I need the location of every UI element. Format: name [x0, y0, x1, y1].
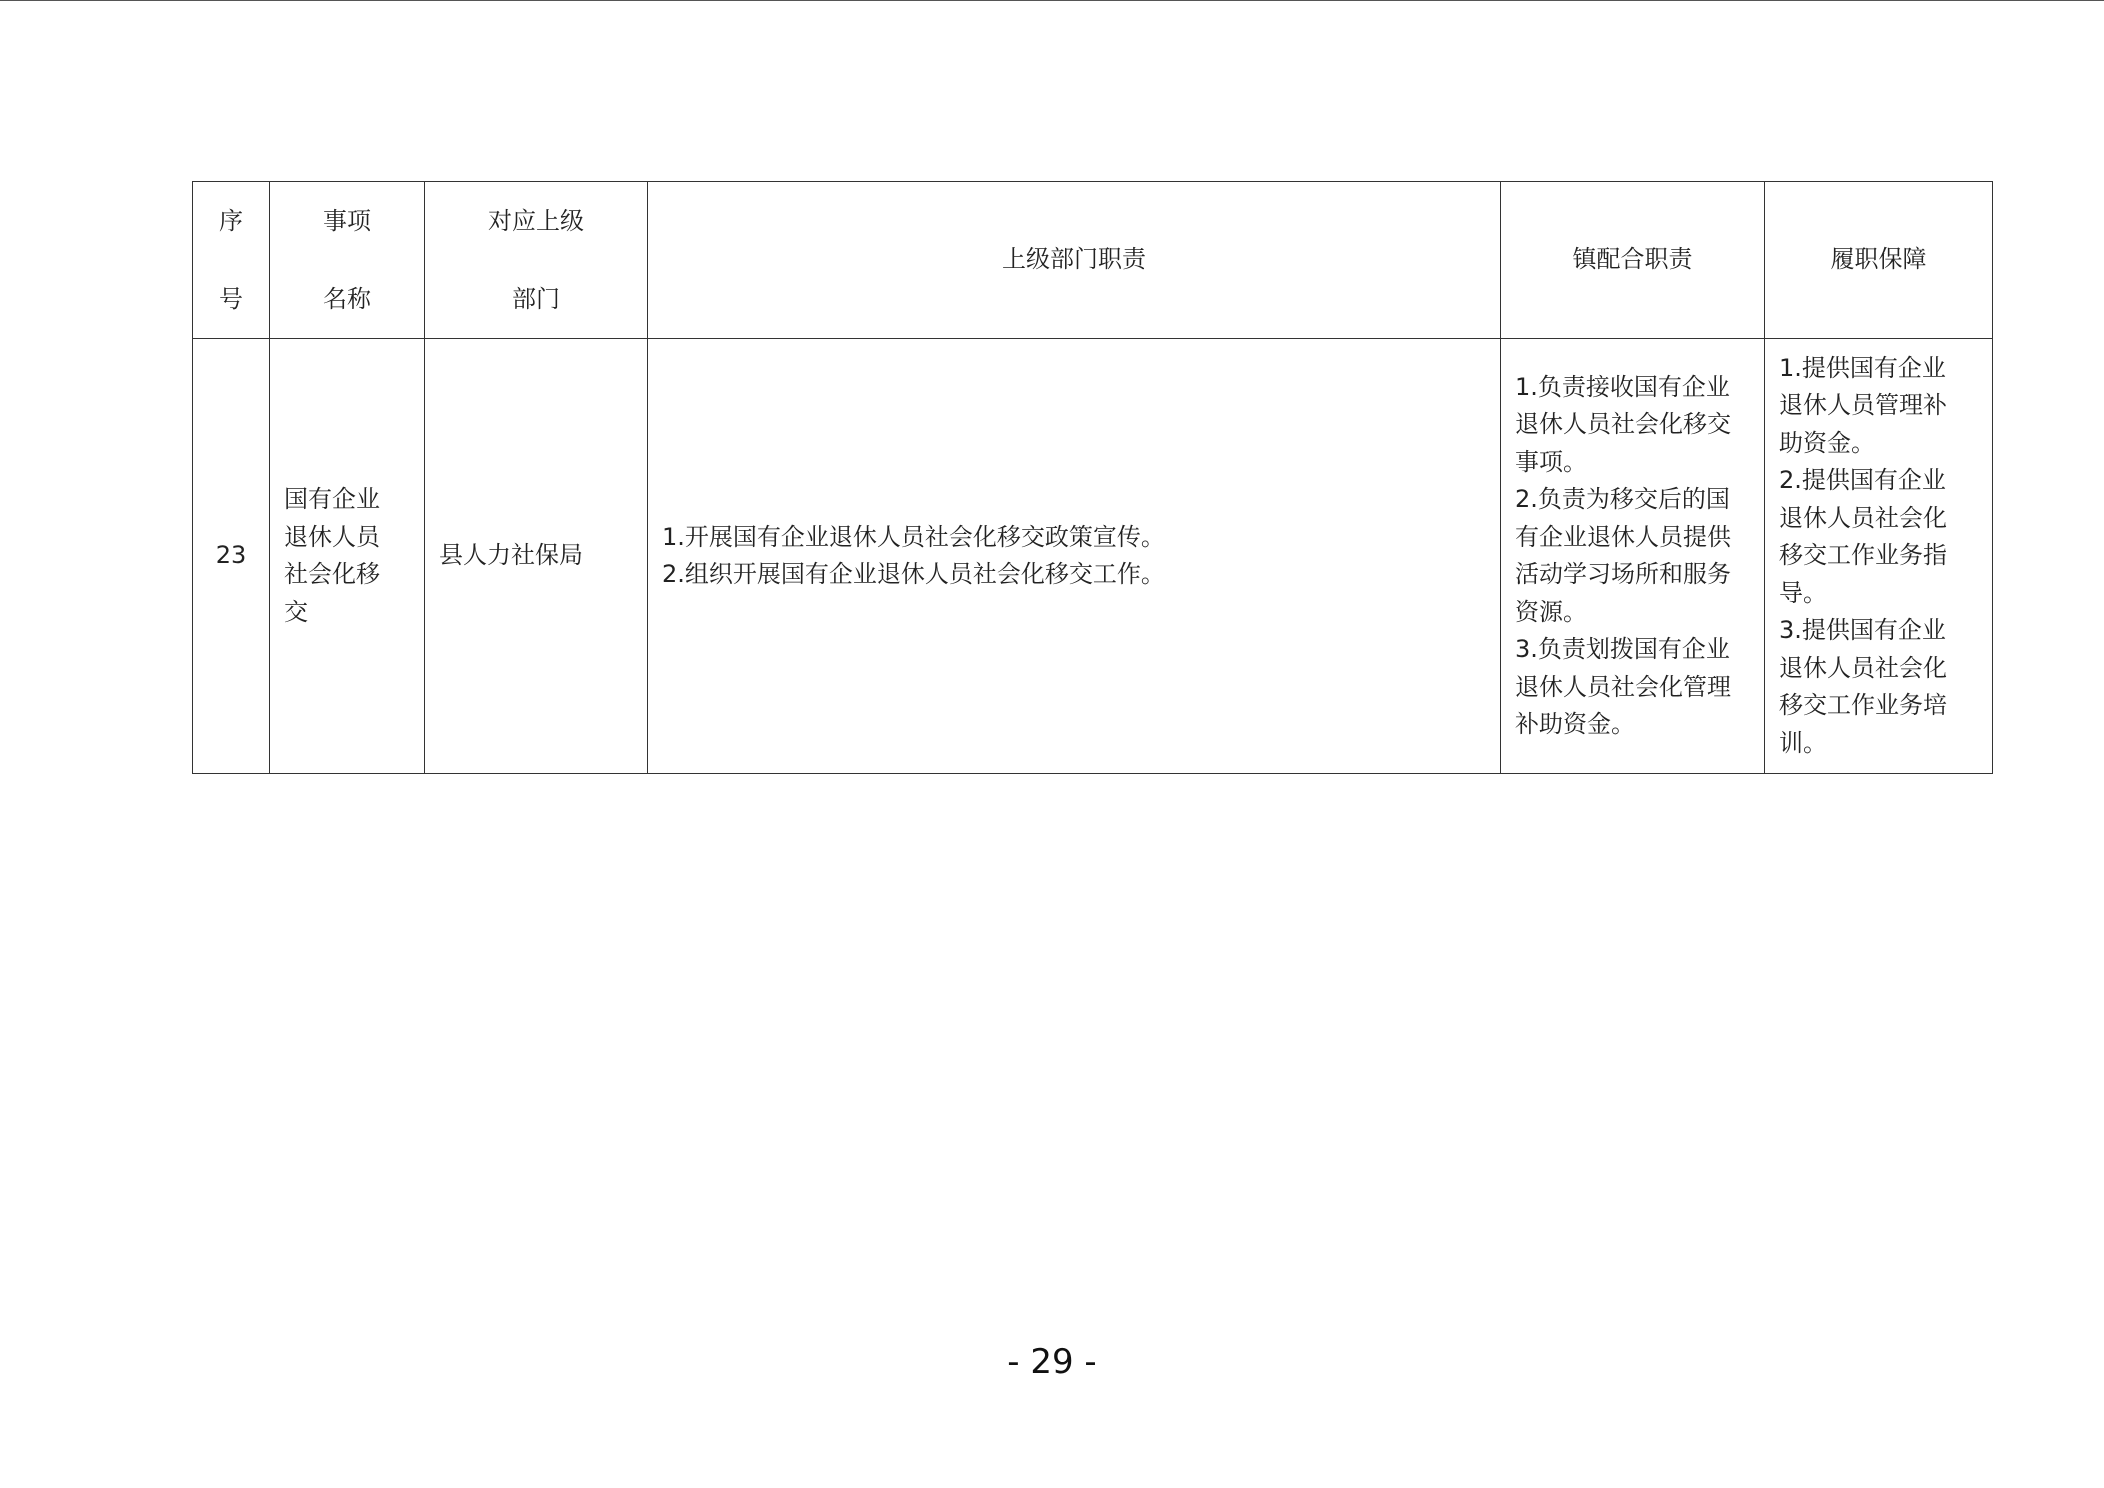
- header-item-name-line-1: 事项: [323, 207, 371, 235]
- town-duty-line: 事项。: [1515, 447, 1587, 476]
- cell-item-name-line: 社会化移: [284, 560, 380, 588]
- page-number: - 29 -: [1007, 1342, 1097, 1382]
- header-upper-dept-line-1: 对应上级: [488, 207, 584, 235]
- town-duty-line: 活动学习场所和服务: [1515, 560, 1731, 588]
- header-upper-dept-line-2: 部门: [512, 285, 560, 313]
- table-header-row: [193, 182, 1993, 339]
- header-seq-line-2: 号: [219, 285, 243, 313]
- upper-duty-item: 1.开展国有企业退休人员社会化移交政策宣传。: [662, 522, 1165, 551]
- cell-seq: 23: [193, 339, 270, 774]
- header-upper-dept: [425, 182, 648, 339]
- guarantee-line: 导。: [1779, 578, 1827, 607]
- town-duty-line: 退休人员社会化管理: [1515, 672, 1731, 701]
- town-duty-line: 补助资金。: [1515, 710, 1635, 738]
- guarantee-line: 移交工作业务指: [1779, 541, 1947, 570]
- town-duty-line: 2.负责为移交后的国: [1515, 485, 1730, 513]
- town-duty-line: 退休人员社会化移交: [1515, 410, 1731, 438]
- guarantee-line: 3.提供国有企业: [1779, 616, 1946, 645]
- page-top-border: [0, 0, 2104, 1]
- cell-upper-duty: [648, 339, 1501, 774]
- guarantee-line: 退休人员社会化: [1779, 503, 1947, 532]
- duty-table: [192, 181, 1993, 774]
- cell-item-name-line: 退休人员: [284, 522, 380, 551]
- header-seq: [193, 182, 270, 339]
- header-guarantee: 履职保障: [1765, 182, 1993, 339]
- guarantee-line: 退休人员社会化: [1779, 653, 1947, 682]
- header-town-duty: 镇配合职责: [1501, 182, 1765, 339]
- cell-item-name: [270, 339, 425, 774]
- town-duty-line: 3.负责划拨国有企业: [1515, 635, 1730, 663]
- header-seq-line-1: 序: [219, 207, 243, 235]
- town-duty-line: 1.负责接收国有企业: [1515, 372, 1730, 401]
- header-item-name-line-2: 名称: [323, 285, 371, 313]
- cell-guarantee: [1765, 339, 1993, 774]
- header-upper-duty: 上级部门职责: [648, 182, 1501, 339]
- guarantee-line: 2.提供国有企业: [1779, 466, 1946, 495]
- guarantee-line: 助资金。: [1779, 428, 1875, 457]
- guarantee-line: 退休人员管理补: [1779, 391, 1947, 420]
- header-item-name: [270, 182, 425, 339]
- guarantee-line: 1.提供国有企业: [1779, 353, 1946, 382]
- guarantee-line: 训。: [1779, 728, 1827, 757]
- cell-upper-dept: 县人力社保局: [425, 339, 648, 774]
- cell-item-name-line: 交: [284, 597, 308, 626]
- guarantee-line: 移交工作业务培: [1779, 691, 1947, 720]
- town-duty-line: 有企业退休人员提供: [1515, 522, 1731, 551]
- upper-duty-item: 2.组织开展国有企业退休人员社会化移交工作。: [662, 560, 1165, 588]
- cell-town-duty: [1501, 339, 1765, 774]
- cell-item-name-line: 国有企业: [284, 485, 380, 513]
- table-row: [193, 339, 1993, 774]
- town-duty-line: 资源。: [1515, 597, 1587, 626]
